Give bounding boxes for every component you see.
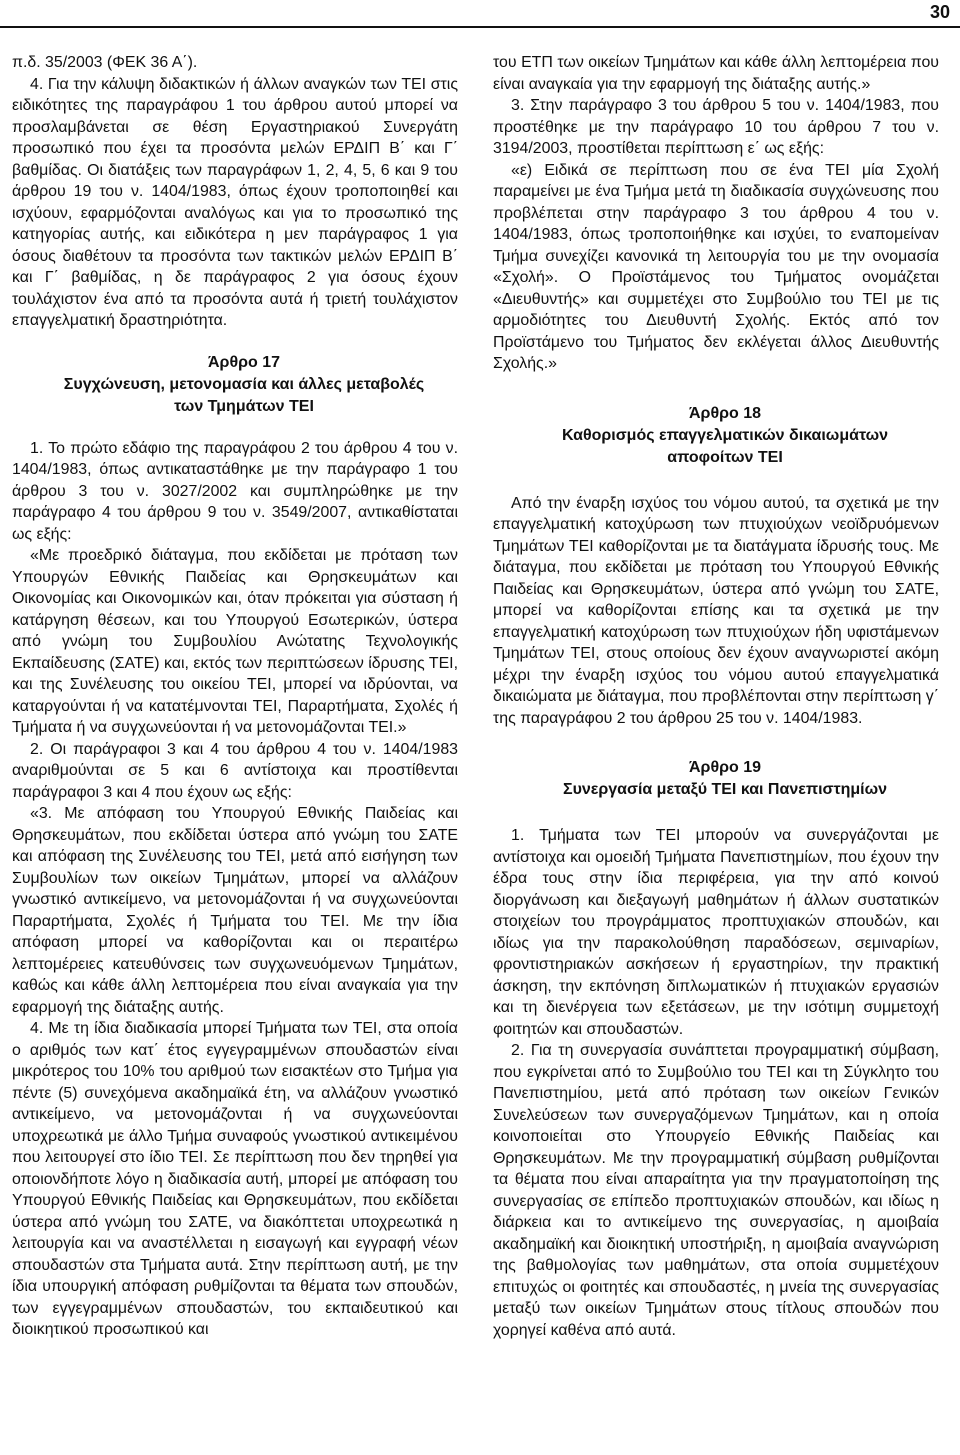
left-column xyxy=(12,52,458,1341)
paragraph: 4. Για την κάλυψη διδακτικών ή άλλων αναγκών των ΤΕΙ στις ειδικότητες της παραγράφου 1 του άρθρου αυτού μπορεί να προσλαμβάνεται σε θέση Εργαστηριακού Συνεργάτη προσωπικό που έχει τα προσόντα μελών ΕΡΔΙΠ Β΄ και Γ΄ βαθμίδας. Οι διατάξεις των παραγράφων 1, 2, 4, 5, 6 και 9 του άρθρου 19 του ν. 1404/1983, όπως έχουν τροποποιηθεί και ισχύουν, εφαρμόζονται αναλόγως και για το προσωπικό της κατηγορίας αυτής, και ειδικότερα η μεν παράγραφος 1 για όσους διαθέτουν τα προσόντα των τακτικών μελών ΕΡΔΙΠ Β΄ και Γ΄ βαθμίδας, η δε παράγραφος 2 για όσους έχουν τουλάχιστον ένα από τα προσόντα αυτά ή τριετή τουλάχιστον επαγγελματική δραστηριότητα. xyxy=(12,75,458,329)
article-17-number: Άρθρο 17 xyxy=(207,353,280,371)
article-17-heading xyxy=(12,352,458,418)
article-19-heading xyxy=(493,757,939,801)
paragraph: 1. Τμήματα των ΤΕΙ μπορούν να συνεργάζονται με αντίστοιχα και ομοειδή Τμήματα Πανεπιστημίων, που έχουν την έδρα τους στην ίδια περιφέρεια, για την από κοινού διοργάνωση και διεξαγωγή μαθημάτων ή άλλων συστατικών στοιχείων του προγράμματος προπτυχιακών σπουδών, και ιδίως για την παρακολούθηση παραδόσεων, σεμιναρίων, φροντιστηριακών ασκήσεων ή εργαστηρίων, την πρακτική άσκηση, την εκπόνηση διπλωματικών ή πτυχιακών εργασιών και τη διενέργεια των εξετάσεων, με την ισότιμη συμμετοχή φοιτητών και σπουδαστών. xyxy=(493,827,939,1038)
paragraph: «3. Με απόφαση του Υπουργού Εθνικής Παιδείας και Θρησκευμάτων, που εκδίδεται ύστερα από γνώμη του ΣΑΤΕ και απόφαση της Συνέλευσης του ΤΕΙ, μετά από εισήγηση των Συμβουλίων των οικείων Τμημάτων, μπορεί να αλλάζουν γνωστικό αντικείμενο, να μετονομάζονται ή να συγχωνεύονται Παραρτήματα, Σχολές ή Τμήματα του ΤΕΙ. Με την ίδια απόφαση μπορεί να καθορίζονται και οι περαιτέρω λεπτομέρειες κατευθύνσεις των συγχωνευόμενων Τμημάτων, καθώς και κάθε άλλη λεπτομέρεια που είναι αναγκαία για την εφαρμογή της διάταξης αυτής. xyxy=(12,805,458,1016)
paragraph: του ΕΤΠ των οικείων Τμημάτων και κάθε άλλη λεπτομέρεια που είναι αναγκαία για την εφαρμογή της διάταξης αυτής.» xyxy=(493,54,939,93)
article-19-number: Άρθρο 19 xyxy=(688,759,761,776)
paragraph: 1. Το πρώτο εδάφιο της παραγράφου 2 του άρθρου 4 του ν. 1404/1983, όπως αντικαταστάθηκε με την παράγραφο 1 του άρθρου 3 του ν. 3027/2002 και συμπληρώθηκε με την παράγραφο 4 του άρθρου 9 του ν. 3549/2007, αντικαθίσταται ως εξής: xyxy=(12,439,458,543)
paragraph: Από την έναρξη ισχύος του νόμου αυτού, τα σχετικά με την επαγγελματική κατοχύρωση των πτυχιούχων νεοϊδρυόμενων Τμημάτων ΤΕΙ καθορίζονται με τα διατάγματα ίδρυσής τους. Με διάταγμα, που εκδίδεται με πρόταση του Υπουργού Εθνικής Παιδείας και Θρησκευμάτων, ύστερα από γνώμη του ΣΑΤΕ, μπορεί να καθορίζονται επίσης και τα σχετικά με την επαγγελματική κατοχύρωση των πτυχιούχων ήδη υφιστάμενων Τμημάτων ΤΕΙ, στους οποίους δεν έχουν αναγνωριστεί ακόμη μέχρι την έναρξη ισχύος του νόμου αυτού επαγγελματικά δικαιώματα με διάταγμα, που προβλέπονται στην περίπτωση γ΄ της παραγράφου 2 του άρθρου 25 του ν. 1404/1983. xyxy=(493,494,939,727)
article-18-number: Άρθρο 18 xyxy=(688,404,761,422)
article-18-title: Καθορισμός επαγγελματικών δικαιωμάτων xyxy=(561,426,889,444)
article-17-title-cont: των Τμημάτων ΤΕΙ xyxy=(174,397,314,415)
article-18-title-cont: αποφοίτων ΤΕΙ xyxy=(667,448,783,466)
paragraph: 3. Στην παράγραφο 3 του άρθρου 5 του ν. 1404/1983, που προστέθηκε με την παράγραφο 10 του άρθρου 7 του ν. 3194/2003, προστίθεται περίπτωση ε΄ ως εξής: xyxy=(493,97,939,157)
paragraph: 2. Για τη συνεργασία συνάπτεται προγραμματική σύμβαση, που εγκρίνεται από το Συμβούλιο του ΤΕΙ και τη Σύγκλητο του Πανεπιστημίου, μετά από πρόταση των οικείων Γενικών Συνελεύσεων των συνεργαζόμενων Τμημάτων, και η οποία κοινοποιείται στο Υπουργείο Εθνικής Παιδείας και Θρησκευμάτων. Με την προγραμματική σύμβαση ρυθμίζονται τα θέματα που είναι απαραίτητα για την πραγματοποίηση της συνεργασίας σε επίπεδο προπτυχιακών σπουδών, και ιδίως η διάρκεια και το αντικείμενο της συνεργασίας, η αμοιβαία ακαδημαϊκή και διοικητική υποστήριξη, η αμοιβαία αναγνώριση της βαθμολογίας των μαθημάτων, στα οποία συμμετέχουν επιτυχώς οι φοιτητές και σπουδαστές, η μνεία της συνεργασίας μεταξύ των οικείων Τμημάτων στους τίτλους σπουδών που χορηγεί καθένα από αυτά. xyxy=(493,1042,939,1339)
article-18-heading xyxy=(493,403,939,469)
paragraph: «Με προεδρικό διάταγμα, που εκδίδεται με πρόταση των Υπουργών Εθνικής Παιδείας και Θρησκευμάτων και Οικονομίας και Οικονομικών και, όταν πρόκειται για σύσταση ή κατάργηση θέσεων, και του Υπουργού Εσωτερικών, ύστερα από γνώμη του Συμβουλίου Ανώτατης Τεχνολογικής Εκπαίδευσης (ΣΑΤΕ) και, εκτός των περιπτώσεων ίδρυσης ΤΕΙ, και της Συνέλευσης του οικείου ΤΕΙ, μπορεί να ιδρύονται, να καταργούνται ή να κατατέμνονται ΤΕΙ, Παραρτήματα, Σχολές ή Τμήματα ή να συγχωνεύονται ή να μετονομάζονται ΤΕΙ.» xyxy=(12,547,458,736)
paragraph: 2. Οι παράγραφοι 3 και 4 του άρθρου 4 του ν. 1404/1983 αναριθμούνται σε 5 και 6 αντίστοιχα και προστίθενται παράγραφοι 3 και 4 που έχουν ως εξής: xyxy=(12,740,458,801)
paragraph: 4. Με τη ίδια διαδικασία μπορεί Τμήματα των ΤΕΙ, στα οποία ο αριθμός των κατ΄ έτος εγγεγραμμένων σπουδαστών είναι μικρότερος του 10% του αριθμού των εισακτέων στο Τμήμα για πέντε (5) συνεχόμενα ακαδημαϊκά έτη, να αλλάζουν γνωστικό αντικείμενο, να μετονομάζονται ή να συγχωνεύονται υποχρεωτικά με άλλο Τμήμα συναφούς γνωστικού αντικειμένου που λειτουργεί στο ίδιο ΤΕΙ. Σε περίπτωση που δεν τηρηθεί για οποιονδήποτε λόγο η διαδικασία αυτή, μπορεί με απόφαση του Υπουργού Εθνικής Παιδείας και Θρησκευμάτων, που εκδίδεται ύστερα από γνώμη του ΣΑΤΕ, να διακόπτεται υποχρεωτικά η λειτουργία και να αναστέλλεται η εισαγωγή και εγγραφή νέων σπουδαστών στα Τμήματα αυτά. Στην περίπτωση αυτή, με την ίδια υπουργική απόφαση ρυθμίζονται τα θέματα των σπουδών, των εγγεγραμμένων σπουδαστών, του εκπαιδευτικού και διοικητικού προσωπικού και xyxy=(12,1020,458,1338)
page-number: 30 xyxy=(929,2,950,22)
right-column xyxy=(493,52,939,1341)
header-rule xyxy=(0,26,960,28)
paragraph: π.δ. 35/2003 (ΦΕΚ 36 Α΄). xyxy=(12,54,198,71)
article-19-title: Συνεργασία μεταξύ ΤΕΙ και Πανεπιστημίων xyxy=(562,781,888,798)
article-17-title: Συγχώνευση, μετονομασία και άλλες μεταβολές xyxy=(63,375,425,393)
paragraph: «ε) Ειδικά σε περίπτωση που σε ένα ΤΕΙ μία Σχολή παραμείνει με ένα Τμήμα μετά τη διαδικασία συγχώνευσης που προβλέπεται στην παράγραφο 3 του άρθρου 4 του ν. 1404/1983, όπως τροποποιήθηκε και ισχύει, το εναπομείναν Τμήμα συνεχίζει κανονικά τη λειτουργία του με την ονομασία «Σχολή». Ο Προϊστάμενος του Τμήματος ονομάζεται «Διευθυντής» και συμμετέχει στο Συμβούλιο του ΤΕΙ με τις αρμοδιότητες του Διευθυντή Σχολής. Εκτός από τον Προϊστάμενο του Τμήματος δεν εκλέγεται άλλος Διευθυντής Σχολής.» xyxy=(493,161,939,372)
